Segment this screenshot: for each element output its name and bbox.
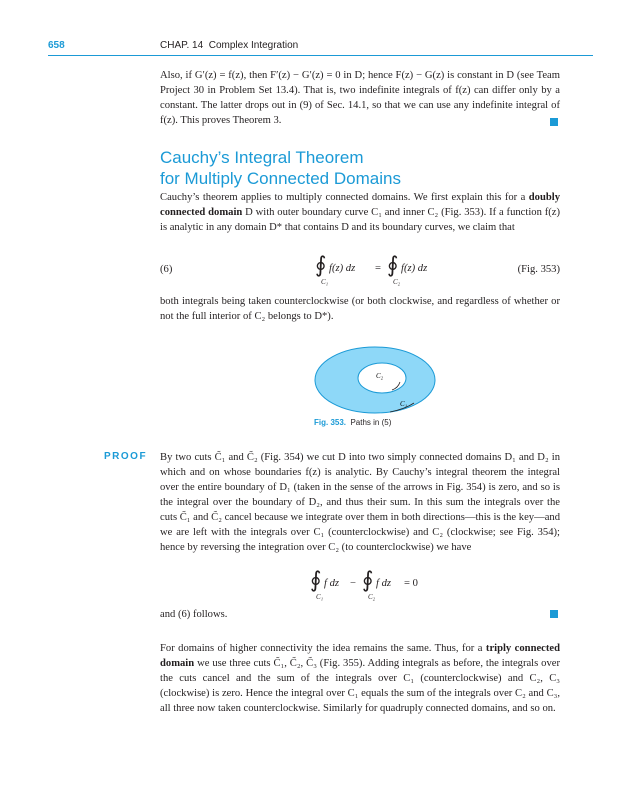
label-c2: C₂ xyxy=(376,372,384,380)
contour-integral-sign-4: ∮ xyxy=(362,567,374,592)
figure-reference: (Fig. 353) xyxy=(517,264,560,275)
contour-integral-sign-3: ∮ xyxy=(310,567,322,592)
end-of-proof-mark xyxy=(550,610,558,618)
proof-equation-body xyxy=(310,567,450,603)
final-bold-term: triply connected domain xyxy=(160,643,560,669)
integral-subscript-c1: C₁ xyxy=(316,593,324,601)
header-rule xyxy=(48,55,593,56)
proof-text: By two cuts C̃₁ and C̃₂ (Fig. 354) we cut D into two simply connected domains D₁ and D₂ in which and on whose boundaries f(z) is analytic. By Cauchy’s integral theorem the integral over the entire boundary of D₁ (taken in the sense of the arrows in Fig. 354) is zero, and so is the integral over the boundary of D₂, and thus their sum. In this sum the integrals over the cuts C̃₁ and C̃₂ cancel because we integrate over them in both directions—this is the key—and we are left with the integrals over C₁ (counterclockwise) and C₂ (clockwise; see Fig. 354); hence by reversing the integration over C₂ (to counterclockwise) we have xyxy=(160,452,560,553)
integral-subscript-c2: C₂ xyxy=(368,593,376,601)
figure-caption xyxy=(314,418,391,427)
proof-label: PROOF xyxy=(104,451,148,462)
intro-bold-term: doubly connected domain xyxy=(160,192,560,218)
end-of-proof-mark xyxy=(550,118,558,126)
equation-6 xyxy=(160,252,560,288)
intro-text-part2: D with outer boundary curve C₁ and inner C₂ (Fig. 353). If a function f(z) is analytic in any domain D* that contains D and its boundary curves, we claim that xyxy=(160,207,560,233)
after-equation-paragraph xyxy=(160,294,560,324)
final-paragraph xyxy=(160,641,560,716)
minus-sign: − xyxy=(350,578,356,589)
after-equation-text: both integrals being taken counterclockwise (or both clockwise, and regardless of whether or not the full interior of C₂ belongs to D*). xyxy=(160,296,560,322)
final-text-part2: we use three cuts C̃₁, C̃₂, C̃₃ (Fig. 355). Adding integrals as before, the integrals over the cuts cancel and the sum of the integrals over C₁ (counterclockwise) and C₂, C₃ (clockwise) is zero. Hence the integral over C₁ equals the sum of the integrals over C₂ and C₃, all three now taken counterclockwise. Similarly for quadruply connected domains, and so on. xyxy=(160,658,560,714)
integral-subscript-c1: C₁ xyxy=(321,278,329,286)
final-paragraph-text xyxy=(160,641,560,716)
page-header xyxy=(0,40,639,54)
proof-equals-zero: = 0 xyxy=(404,578,418,589)
equation-number: (6) xyxy=(160,264,173,275)
intro-text-part1: Cauchy’s theorem applies to multiply connected domains. We first explain this for a xyxy=(160,192,529,203)
section-title-line2: for Multiply Connected Domains xyxy=(160,169,401,188)
integrand-lhs: f(z) dz xyxy=(329,263,356,274)
top-paragraph xyxy=(160,68,560,128)
intro-paragraph xyxy=(160,190,560,235)
integral-subscript-c2: C₂ xyxy=(393,278,401,286)
integrand-rhs: f(z) dz xyxy=(401,263,428,274)
intro-paragraph-text xyxy=(160,190,560,235)
section-title xyxy=(160,147,401,189)
proof-paragraph xyxy=(160,450,560,555)
contour-integral-sign-2: ∮ xyxy=(387,252,399,277)
figure-353 xyxy=(300,340,450,420)
proof-term-2: f dz xyxy=(376,578,392,589)
page-number: 658 xyxy=(48,40,65,51)
proof-term-1: f dz xyxy=(324,578,340,589)
figure-caption-text: Paths in (5) xyxy=(350,418,392,427)
top-paragraph-text: Also, if G′(z) = f(z), then F′(z) − G′(z) = 0 in D; hence F(z) − G(z) is constant in D (see Team Project 30 in Problem Set 13.4). That is, two indefinite integrals of f(z) can differ only by a constant. The latter drops out in (9) of Sec. 14.1, so that we can use any indefinite integral of f(z). This proves Theorem 3. xyxy=(160,70,560,126)
proof-equation xyxy=(160,567,560,603)
and-follows-line xyxy=(160,607,560,622)
equals-sign: = xyxy=(375,263,381,274)
chapter-title: Complex Integration xyxy=(208,40,299,51)
contour-integral-sign-1: ∮ xyxy=(315,252,327,277)
label-c1: C₁ xyxy=(400,400,408,408)
running-head xyxy=(160,40,298,51)
and-follows-text: and (6) follows. xyxy=(160,609,228,620)
equation-6-body xyxy=(315,252,465,288)
section-title-line1: Cauchy’s Integral Theorem xyxy=(160,148,364,167)
figure-caption-label: Fig. 353. xyxy=(314,418,347,427)
chapter-label: CHAP. 14 xyxy=(160,40,204,51)
final-text-part1: For domains of higher connectivity the idea remains the same. Thus, for a xyxy=(160,643,486,654)
